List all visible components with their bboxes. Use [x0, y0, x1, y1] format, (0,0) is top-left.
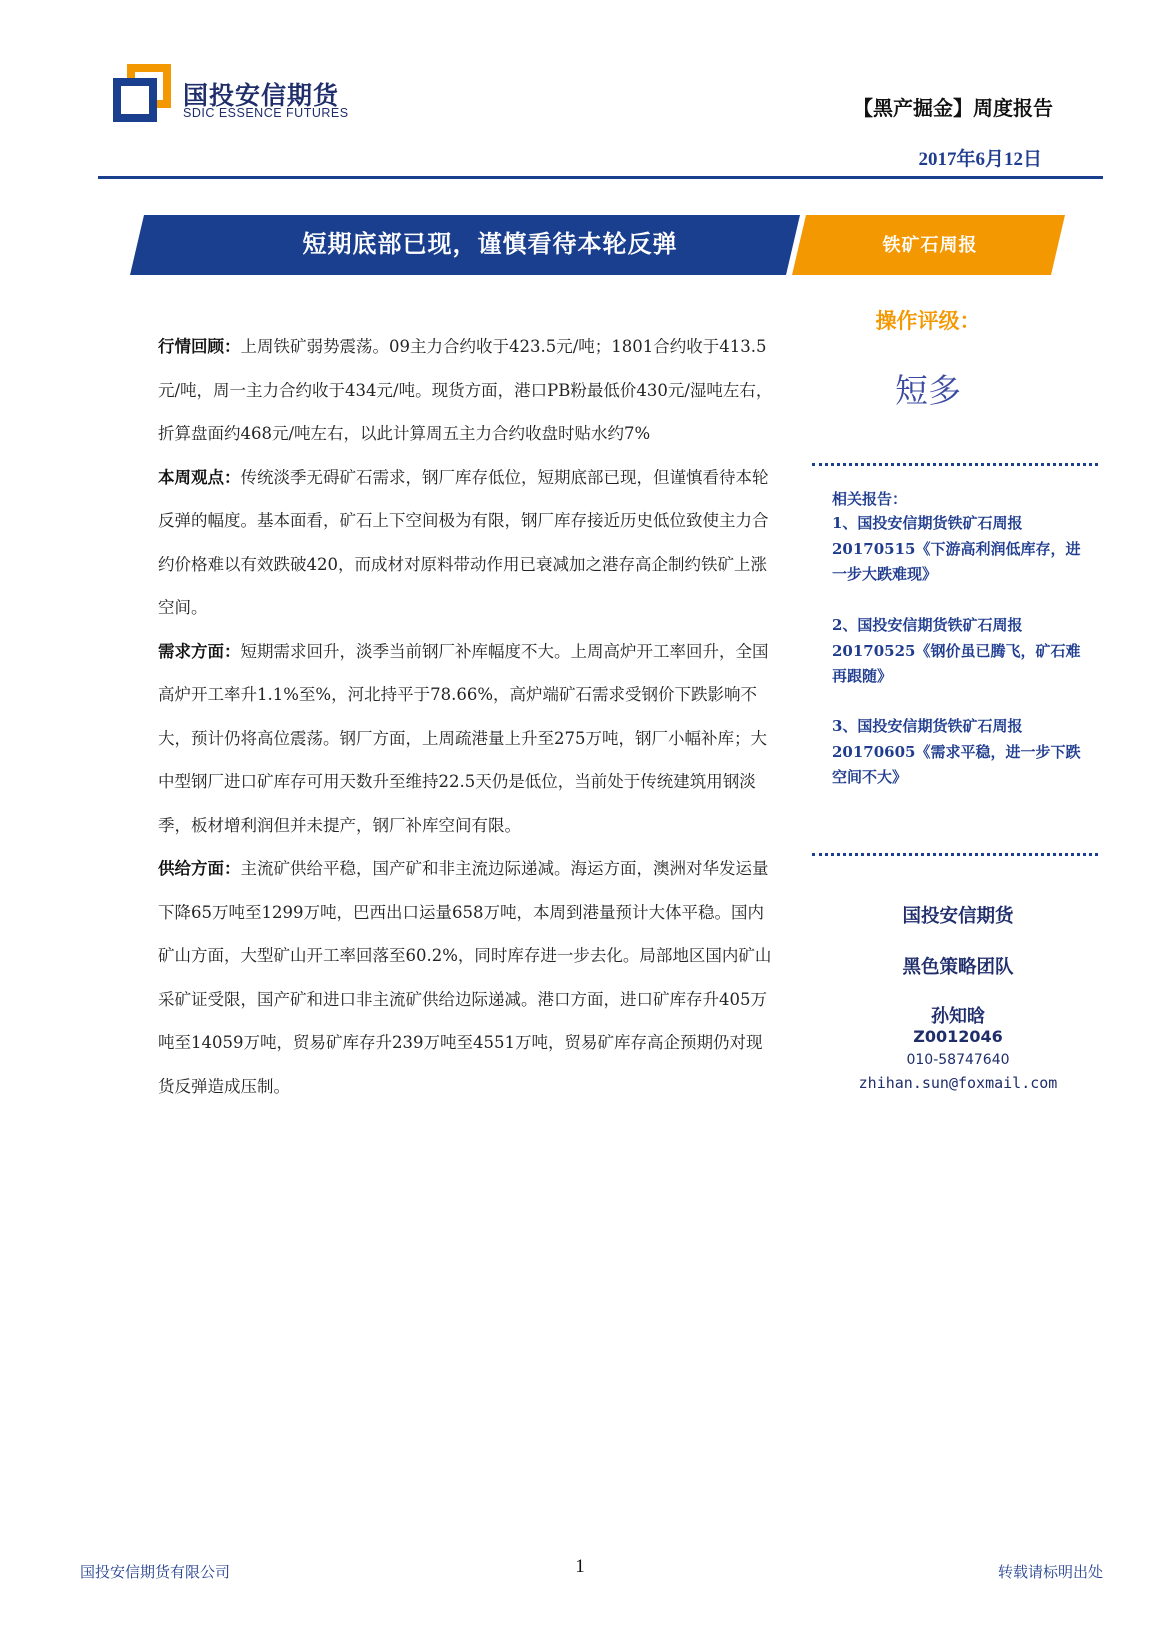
- paragraph-heading: 供给方面：: [158, 859, 241, 878]
- report-series-title: 【黑产掘金】周度报告: [853, 96, 1053, 120]
- related-reports-title: 相关报告：: [832, 490, 908, 508]
- paragraph-market-review: [158, 325, 773, 456]
- analyst-name: 孙知晗: [931, 1006, 985, 1027]
- rating-value: 短多: [895, 371, 961, 410]
- analyst-phone: 010-58747640: [906, 1052, 1010, 1068]
- report-title: 短期底部已现，谨慎看待本轮反弹: [302, 229, 678, 258]
- paragraph-weekly-view: [158, 456, 773, 630]
- report-date: 2017年6月12日: [918, 149, 1042, 170]
- paragraph-text: 上周铁矿弱势震荡。09主力合约收于423.5元/吨；1801合约收于413.5元/吨，周一主力合约收于434元/吨。现货方面，港口PB粉最低价430元/湿吨左右，折算盘面约468元/吨左右，以此计算周五主力合约收盘时贴水约7%: [158, 337, 773, 443]
- paragraph-heading: 行情回顾：: [158, 337, 241, 356]
- paragraph-heading: 需求方面：: [158, 641, 241, 661]
- analyst-license-id: Z0012046: [913, 1027, 1003, 1046]
- paragraph-supply: [158, 847, 773, 1108]
- logo-chinese-name: 国投安信期货: [183, 81, 340, 110]
- page-number: 1: [575, 1556, 585, 1577]
- paragraph-text: 短期需求回升，淡季当前钢厂补库幅度不大。上周高炉开工率回升，全国高炉开工率升1.1%至%，河北持平于78.66%，高炉端矿石需求受钢价下跌影响不大，预计仍将高位震荡。钢厂方面，上周疏港量上升至275万吨，钢厂小幅补库；大中型钢厂进口矿库存可用天数升至维持22.5天仍是低位，当前处于传统建筑用钢淡季，板材增利润但并未提产，钢厂补库空间有限。: [158, 641, 769, 835]
- related-report-item[interactable]: 1、国投安信期货铁矿石周报 20170515《下游高利润低库存，进一步大跌难现》: [832, 514, 1081, 583]
- main-content: [158, 325, 773, 1108]
- organization-name: 国投安信期货: [902, 906, 1014, 927]
- sidebar-divider-bottom: [812, 853, 1098, 856]
- header-divider: [98, 176, 1103, 179]
- team-name: 黑色策略团队: [902, 957, 1014, 978]
- paragraph-heading: 本周观点：: [158, 467, 241, 487]
- paragraph-text: 主流矿供给平稳，国产矿和非主流边际递减。海运方面，澳洲对华发运量下降65万吨至1299万吨，巴西出口运量658万吨，本周到港量预计大体平稳。国内矿山方面，大型矿山开工率回落至60.2%，同时库存进一步去化。局部地区国内矿山采矿证受限，国产矿和进口非主流矿供给边际递减。港口方面，进口矿库存升405万吨至14059万吨，贸易矿库存升239万吨至4551万吨，贸易矿库存高企预期仍对现货反弹造成压制。: [158, 859, 772, 1096]
- sidebar-divider-top: [812, 463, 1098, 466]
- analyst-email[interactable]: zhihan.sun@foxmail.com: [858, 1074, 1058, 1092]
- rating-label: 操作评级：: [875, 309, 981, 333]
- footer-notice: 转载请标明出处: [997, 1563, 1103, 1581]
- paragraph-text: 传统淡季无碍矿石需求，钢厂库存低位，短期底部已现，但谨慎看待本轮反弹的幅度。基本面看，矿石上下空间极为有限，钢厂库存接近历史低位致使主力合约价格难以有效跌破420，而成材对原料带动作用已衰减加之港存高企制约铁矿上涨空间。: [158, 467, 769, 617]
- paragraph-demand: [158, 630, 773, 848]
- company-logo-icon: [113, 64, 171, 122]
- logo-english-name: SDIC ESSENCE FUTURES: [183, 106, 349, 120]
- related-report-item[interactable]: 3、国投安信期货铁矿石周报 20170605《需求平稳，进一步下跌空间不大》: [832, 717, 1081, 786]
- report-category-tag: 铁矿石周报: [882, 235, 978, 256]
- footer-company: 国投安信期货有限公司: [80, 1563, 231, 1581]
- related-report-item[interactable]: 2、国投安信期货铁矿石周报 20170525《钢价虽已腾飞，矿石难再跟随》: [832, 616, 1081, 685]
